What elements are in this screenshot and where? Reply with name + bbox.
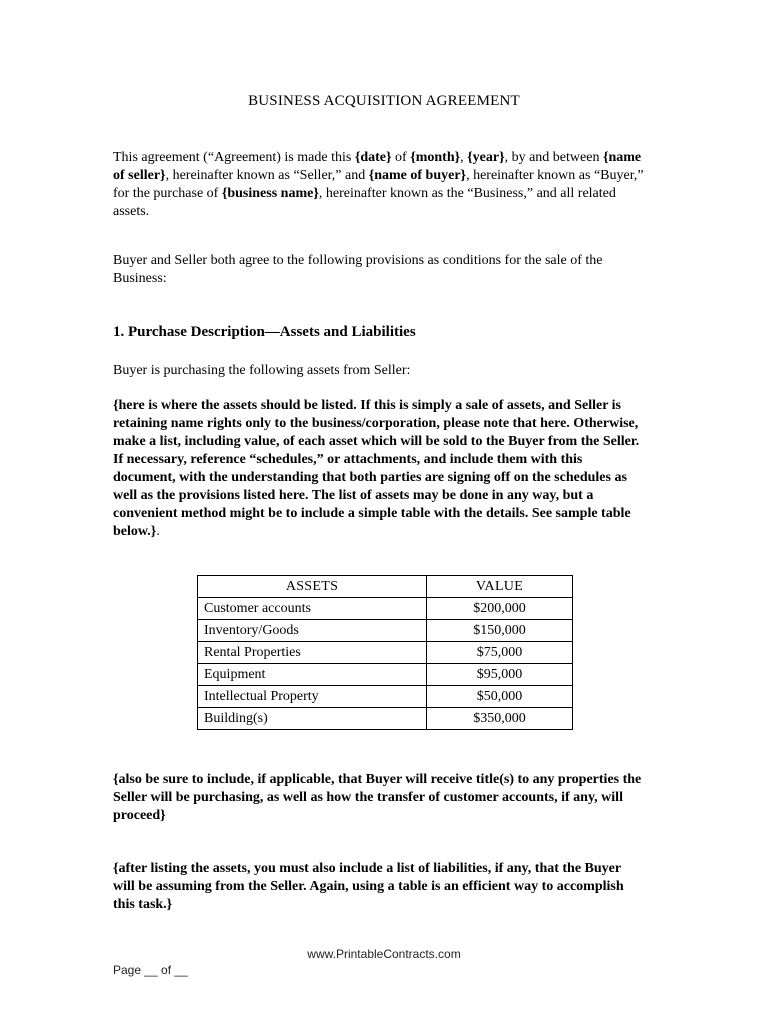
- date-placeholder: {date}: [354, 150, 392, 165]
- table-row: [198, 620, 573, 642]
- intro-text-3: ,: [460, 150, 468, 165]
- intro-text-4: , by and between: [504, 150, 603, 165]
- footer-url: www.PrintableContracts.com: [307, 947, 461, 961]
- table-header-row: [198, 576, 573, 598]
- table-row: [198, 642, 573, 664]
- month-placeholder: {month}: [410, 150, 461, 165]
- intro-text-7: , hereinafter known as the “Business,” and all related assets.: [113, 186, 616, 219]
- page-number: Page __ of __: [113, 963, 188, 977]
- value-cell: $50,000: [427, 686, 573, 708]
- intro-text-6: , hereinafter known as “Buyer,” for the purchase of: [113, 168, 644, 201]
- asset-cell: Building(s): [198, 708, 427, 730]
- intro-text-2: of: [391, 150, 411, 165]
- intro-text-1: This agreement (“Agreement) is made this: [113, 150, 355, 165]
- assets-column-header: ASSETS: [198, 576, 427, 598]
- assets-instruction-text: {here is where the assets should be listed. If this is simply a sale of assets, and Seller is retaining name rights only to the business/corporation, please note that here. Otherwise, make a list, including value, of each asset which will be sold to the Buyer from the Seller. If necessary, reference “schedules,” or attachments, and include them with this document, with the understanding that both parties are signing off on the schedules as well as the provisions listed here. The list of assets may be done in any way, but a convenient method might be to include a simple table with the details. See sample table below.}: [113, 398, 640, 539]
- asset-cell: Equipment: [198, 664, 427, 686]
- year-placeholder: {year}: [467, 150, 505, 165]
- business-placeholder: {business name}: [221, 186, 319, 201]
- value-cell: $200,000: [427, 598, 573, 620]
- value-cell: $350,000: [427, 708, 573, 730]
- intro-paragraph: [113, 149, 653, 221]
- table-row: [198, 598, 573, 620]
- table-row: [198, 708, 573, 730]
- buyer-placeholder: {name of buyer}: [368, 168, 467, 183]
- assets-table: [197, 575, 573, 730]
- asset-cell: Rental Properties: [198, 642, 427, 664]
- provisions-paragraph: Buyer and Seller both agree to the following provisions as conditions for the sale of the Business:: [113, 253, 603, 286]
- liabilities-note: {after listing the assets, you must also include a list of liabilities, if any, that the Buyer will be assuming from the Seller. Again, using a table is an efficient way to accomplish this task.}: [113, 861, 624, 912]
- assets-lead: Buyer is purchasing the following assets from Seller:: [113, 363, 411, 378]
- value-column-header: VALUE: [427, 576, 573, 598]
- section-heading: 1. Purchase Description—Assets and Liabilities: [113, 324, 416, 340]
- table-row: [198, 686, 573, 708]
- titles-note: {also be sure to include, if applicable, that Buyer will receive title(s) to any properties the Seller will be purchasing, as well as how the transfer of customer accounts, if any, will proceed}: [113, 772, 642, 823]
- value-cell: $95,000: [427, 664, 573, 686]
- asset-cell: Customer accounts: [198, 598, 427, 620]
- assets-instruction-period: .: [156, 524, 160, 539]
- document-title: BUSINESS ACQUISITION AGREEMENT: [248, 93, 520, 109]
- asset-cell: Inventory/Goods: [198, 620, 427, 642]
- table-row: [198, 664, 573, 686]
- seller-placeholder: {name of seller}: [113, 150, 642, 183]
- value-cell: $75,000: [427, 642, 573, 664]
- intro-text-5: , hereinafter known as “Seller,” and: [165, 168, 369, 183]
- assets-instruction: [113, 397, 643, 541]
- asset-cell: Intellectual Property: [198, 686, 427, 708]
- value-cell: $150,000: [427, 620, 573, 642]
